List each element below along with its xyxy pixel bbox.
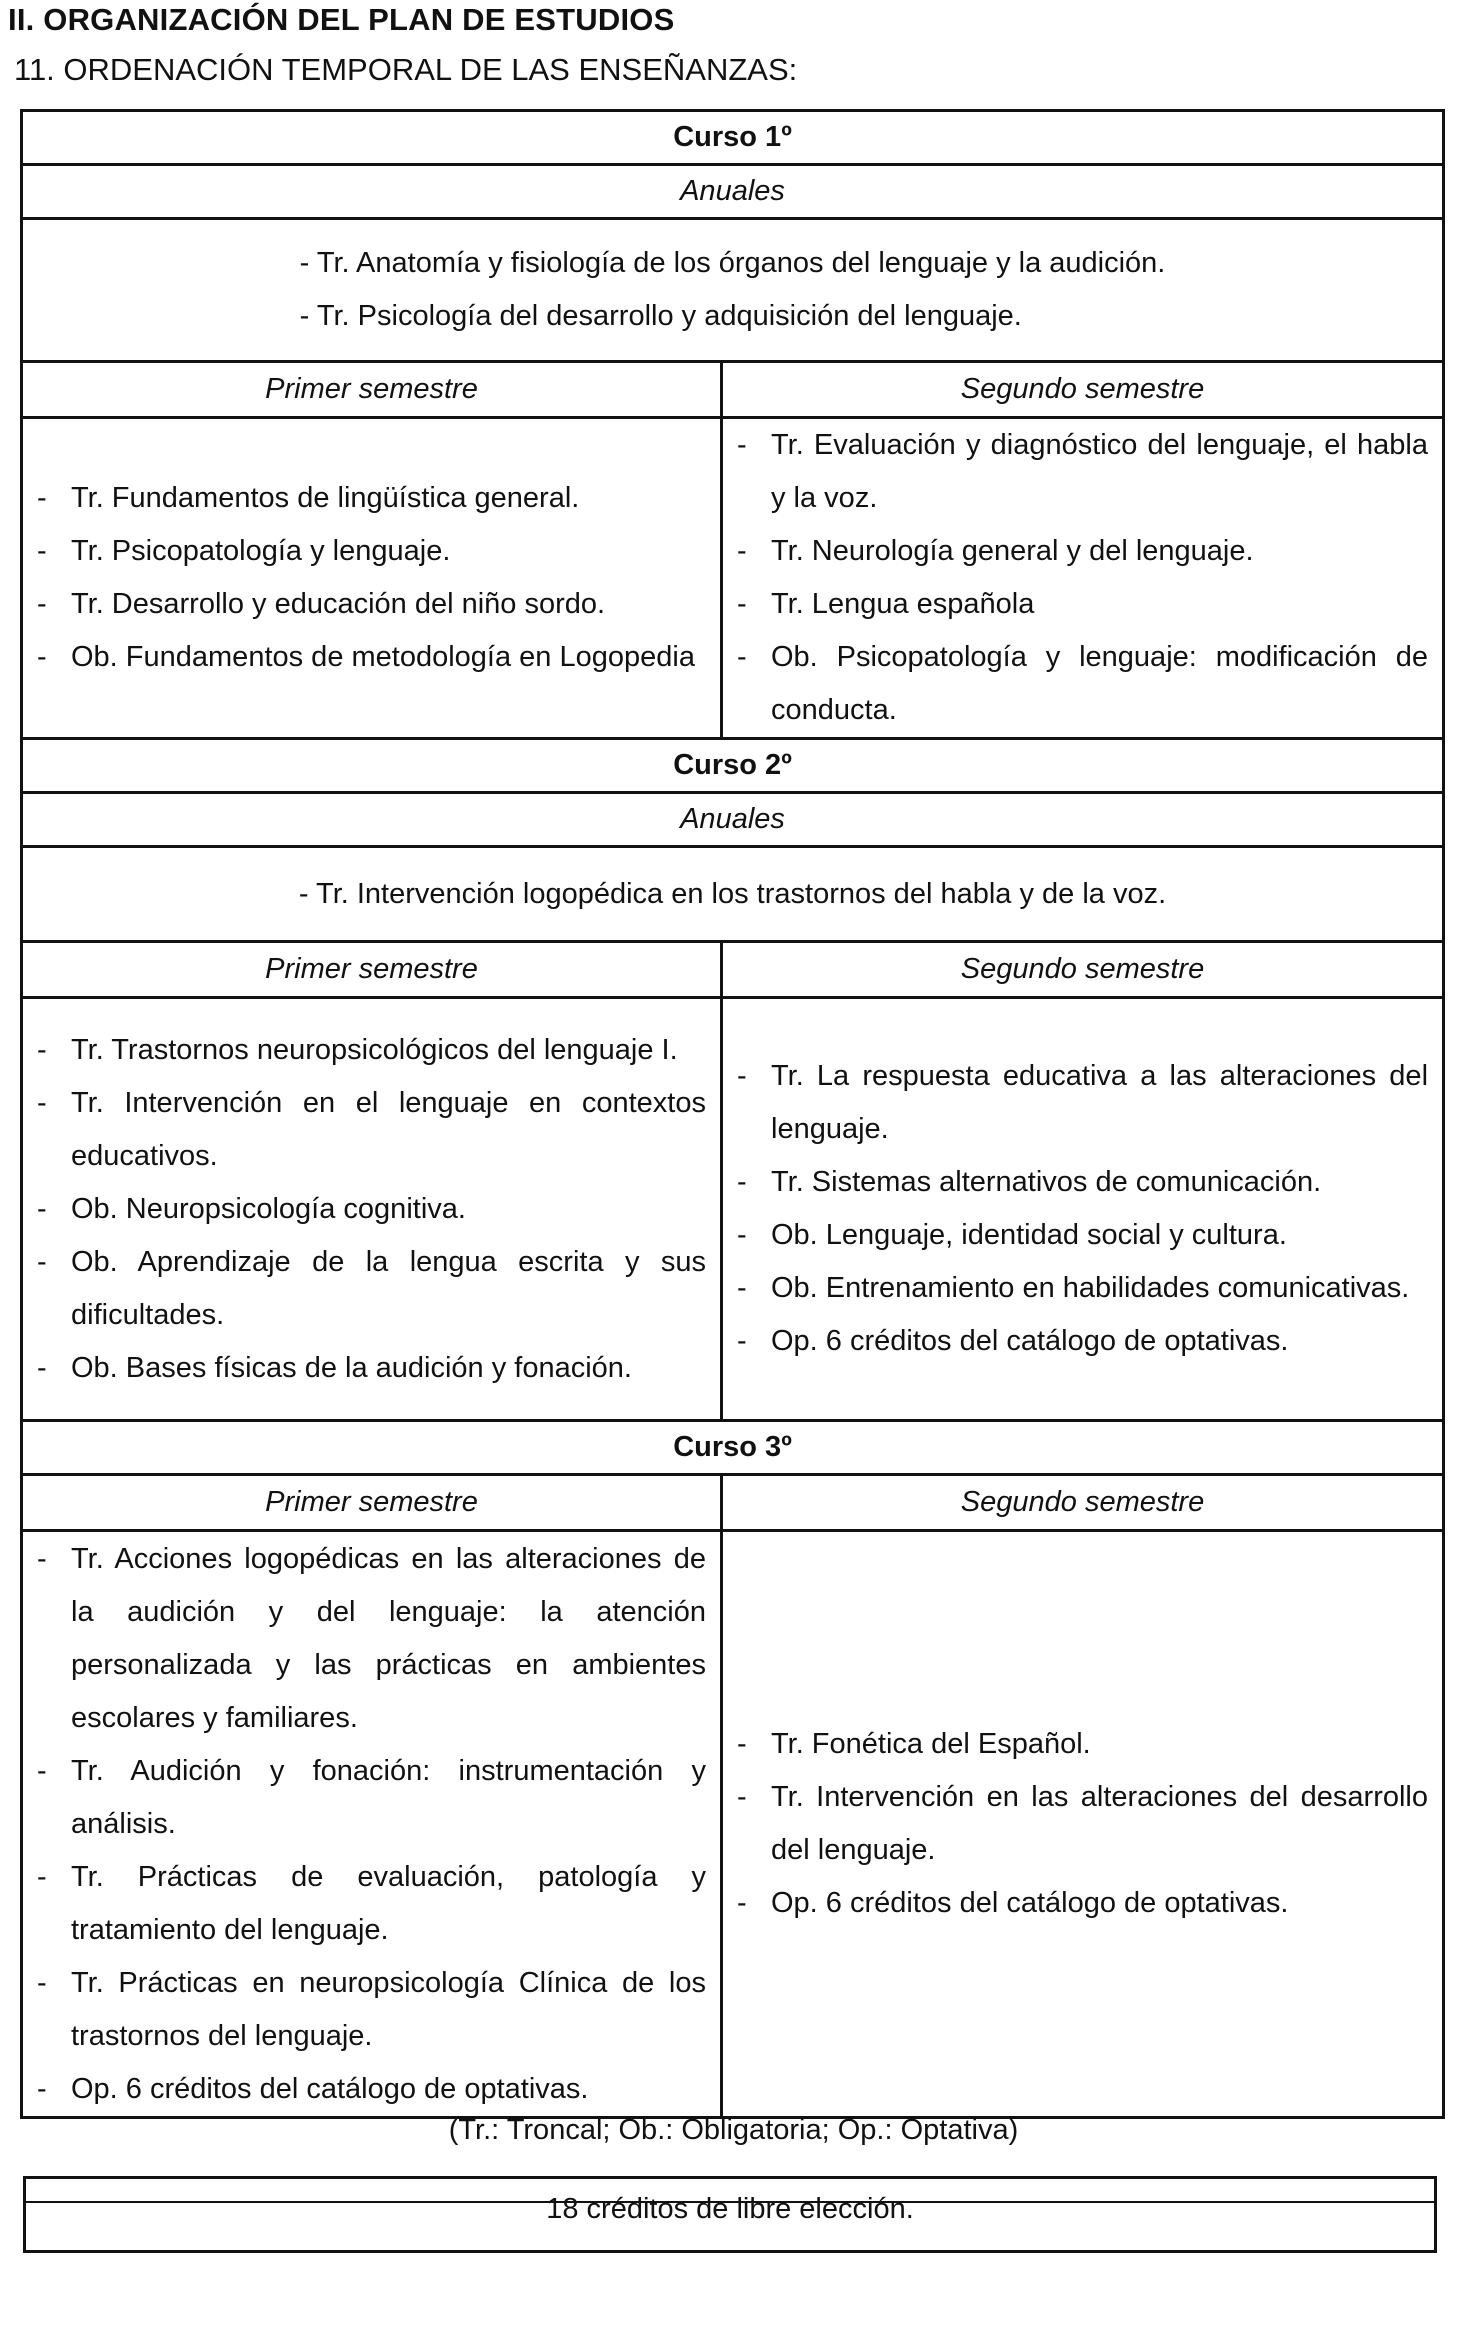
list-item: - Tr. Acciones logopédicas en las alteraciones de la audición y del lenguaje: la atención personalizada y las prácticas en ambientes escolares y familiares. <box>37 1542 706 1734</box>
study-plan-table <box>20 109 1445 2119</box>
course-2-first-semester-cell <box>22 998 722 1421</box>
course-1-annual-row <box>22 219 1444 362</box>
section-heading: II. ORGANIZACIÓN DEL PLAN DE ESTUDIOS <box>8 2 675 37</box>
course-2-title: Curso 2º <box>22 739 1444 793</box>
course-2-annual-label-row <box>22 793 1444 847</box>
list-item: - Tr. Evaluación y diagnóstico del lenguaje, el habla y la voz. <box>737 429 1429 514</box>
course-3-second-semester-label: Segundo semestre <box>722 1475 1444 1531</box>
list-item: - Op. 6 créditos del catálogo de optativas. <box>737 1887 1289 1919</box>
course-2-semester-row <box>22 998 1444 1421</box>
course-2-annual-items <box>22 847 1444 942</box>
course-2-annual-label: Anuales <box>22 793 1444 847</box>
course-1-second-semester-label: Segundo semestre <box>722 362 1444 418</box>
course-2-annual-row <box>22 847 1444 942</box>
list-item: - Tr. Audición y fonación: instrumentación y análisis. <box>37 1754 706 1840</box>
list-item: - Tr. Fonética del Español. <box>737 1728 1091 1760</box>
course-2-second-semester-label: Segundo semestre <box>722 942 1444 998</box>
list-item: - Ob. Neuropsicología cognitiva. <box>37 1192 466 1225</box>
list-item: - Tr. Prácticas en neuropsicología Clínica de los trastornos del lenguaje. <box>37 1966 706 2052</box>
list-item: - Ob. Aprendizaje de la lengua escrita y sus dificultades. <box>37 1245 706 1331</box>
course-2-title-row <box>22 739 1444 793</box>
course-3-first-semester-cell <box>22 1531 722 2118</box>
list-item: - Ob. Entrenamiento en habilidades comunicativas. <box>737 1272 1410 1304</box>
list-item: - Tr. Psicopatología y lenguaje. <box>37 535 451 567</box>
list-item: - Ob. Bases físicas de la audición y fonación. <box>37 1351 632 1384</box>
course-3-second-semester-cell <box>722 1531 1444 2118</box>
abbreviations-footnote: (Tr.: Troncal; Ob.: Obligatoria; Op.: Optativa) <box>448 2114 1019 2146</box>
course-1-annual-label-row <box>22 165 1444 219</box>
annual-item: - Tr. Anatomía y fisiología de los órganos del lenguaje y la audición. <box>299 247 1166 279</box>
list-item: - Tr. La respuesta educativa a las alteraciones del lenguaje. <box>737 1060 1429 1145</box>
course-1-annual-items <box>22 219 1444 362</box>
list-item: - Tr. Prácticas de evaluación, patología y tratamiento del lenguaje. <box>37 1860 706 1946</box>
list-item: - Tr. Intervención en las alteraciones del desarrollo del lenguaje. <box>737 1781 1429 1866</box>
course-2-second-semester-cell <box>722 998 1444 1421</box>
course-3-title-row <box>22 1421 1444 1475</box>
course-1-semester-row <box>22 418 1444 739</box>
course-2-first-semester-label: Primer semestre <box>22 942 722 998</box>
list-item: - Tr. Sistemas alternativos de comunicación. <box>737 1166 1322 1198</box>
course-1-semester-head-row <box>22 362 1444 418</box>
course-3-semester-row <box>22 1531 1444 2118</box>
list-item: - Ob. Fundamentos de metodología en Logopedia <box>37 641 695 673</box>
list-item: - Tr. Lengua española <box>737 588 1035 620</box>
list-item: - Tr. Trastornos neuropsicológicos del lenguaje I. <box>37 1033 678 1066</box>
list-item: - Tr. Neurología general y del lenguaje. <box>737 535 1254 567</box>
list-item: - Ob. Psicopatología y lenguaje: modificación de conducta. <box>737 641 1429 726</box>
course-3-first-semester-label: Primer semestre <box>22 1475 722 1531</box>
annual-item: - Tr. Psicología del desarrollo y adquisición del lenguaje. <box>299 300 1022 332</box>
course-3-semester-head-row <box>22 1475 1444 1531</box>
list-item: - Tr. Desarrollo y educación del niño sordo. <box>37 588 606 620</box>
course-1-title-row <box>22 111 1444 165</box>
list-item: - Ob. Lenguaje, identidad social y cultura. <box>737 1219 1287 1251</box>
course-3-title: Curso 3º <box>22 1421 1444 1475</box>
course-2-semester-head-row <box>22 942 1444 998</box>
list-item: - Tr. Fundamentos de lingüística general. <box>37 482 580 514</box>
course-1-title: Curso 1º <box>22 111 1444 165</box>
list-item: - Op. 6 créditos del catálogo de optativas. <box>737 1325 1289 1357</box>
annual-item: - Tr. Intervención logopédica en los trastornos del habla y de la voz. <box>298 877 1167 910</box>
free-credits-text: 18 créditos de libre elección. <box>546 2193 914 2225</box>
list-item: - Op. 6 créditos del catálogo de optativas. <box>37 2072 589 2105</box>
course-1-second-semester-cell <box>722 418 1444 739</box>
course-1-first-semester-cell <box>22 418 722 739</box>
section-subheading: 11. ORDENACIÓN TEMPORAL DE LAS ENSEÑANZAS: <box>14 52 798 87</box>
list-item: - Tr. Intervención en el lenguaje en contextos educativos. <box>37 1086 706 1172</box>
course-1-first-semester-label: Primer semestre <box>22 362 722 418</box>
free-credits-box <box>23 2176 1437 2253</box>
course-1-annual-label: Anuales <box>22 165 1444 219</box>
